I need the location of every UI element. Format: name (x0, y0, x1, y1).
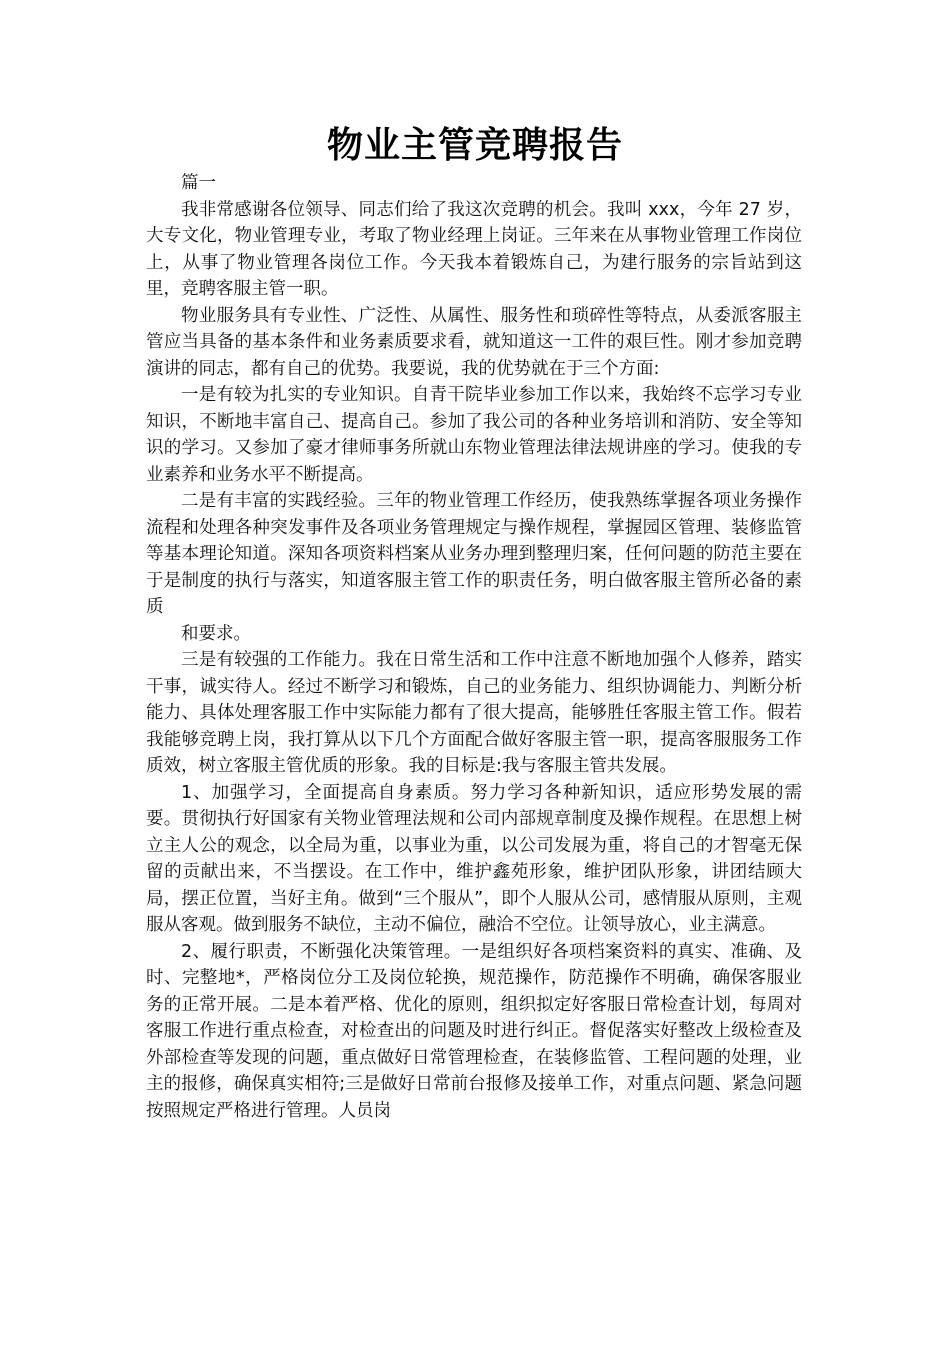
paragraph-advantage-ability: 三是有较强的工作能力。我在日常生活和工作中注意不断地加强个人修养，踏实干事，诚实待人。经过不断学习和锻炼，自己的业务能力、组织协调能力、判断分析能力、具体处理客服工作中实际能力都有了很大提高，能够胜任客服主管工作。假若我能够竞聘上岗，我打算从以下几个方面配合做好客服主管一职，提高客服服务工作质效，树立客服主管优质的形象。我的目标是:我与客服主管共发展。 (146, 650, 802, 776)
paragraph-continuation: 和要求。 (181, 623, 251, 644)
paragraph-introduction: 我非常感谢各位领导、同志们给了我这次竞聘的机会。我叫 xxx，今年 27 岁，大专文化，物业管理专业，考取了物业经理上岗证。三年来在从事物业管理工作岗位上，从事了物业管理各岗位工作。今天我本着锻炼自己，为建行服务的宗旨站到这里，竞聘客服主管一职。 (146, 199, 802, 299)
paragraph-advantage-experience: 二是有丰富的实践经验。三年的物业管理工作经历，使我熟练掌握各项业务操作流程和处理各种突发事件及各项业务管理规定与操作规程，掌握园区管理、装修监管等基本理论知道。深知各项资料档案从业务办理到整理归案，任何问题的防范主要在于是制度的执行与落实，知道客服主管工作的职责任务，明白做客服主管所必备的素质 (146, 491, 802, 617)
paragraph-plan-duties: 2、履行职责，不断强化决策管理。一是组织好各项档案资料的真实、准确、及时、完整地*，严格岗位分工及岗位轮换，规范操作，防范操作不明确，确保客服业务的正常开展。二是本着严格、优化的原则，组织拟定好客服日常检查计划，每周对客服工作进行重点检查，对检查出的问题及时进行纠正。督促落实好整改上级检查及外部检查等发现的问题，重点做好日常管理检查，在装修监管、工程问题的处理，业主的报修，确保真实相符;三是做好日常前台报修及接单工作，对重点问题、紧急问题按照规定严格进行管理。人员岗 (146, 941, 802, 1121)
paragraph-service-features: 物业服务具有专业性、广泛性、从属性、服务性和琐碎性等特点，从委派客服主管应当具备的基本条件和业务素质要求看，就知道这一工件的艰巨性。刚才参加竞聘演讲的同志，都有自己的优势。我要说，我的优势就在于三个方面: (146, 305, 802, 379)
document-body (146, 170, 802, 1124)
document-title: 物业主管竞聘报告 (326, 125, 623, 166)
paragraph-advantage-knowledge: 一是有较为扎实的专业知识。自青干院毕业参加工作以来，我始终不忘学习专业知识，不断地丰富自己、提高自己。参加了我公司的各种业务培训和消防、安全等知识的学习。又参加了豪才律师事务所就山东物业管理法律法规讲座的学习。使我的专业素养和业务水平不断提高。 (146, 385, 802, 485)
paragraph-plan-study: 1、加强学习，全面提高自身素质。努力学习各种新知识，适应形势发展的需要。贯彻执行好国家有关物业管理法规和公司内部规章制度及操作规程。在思想上树立主人公的观念，以全局为重，以事业为重，以公司发展为重，将自己的才智毫无保留的贡献出来，不当摆设。在工作中，维护鑫苑形象，维护团队形象，讲团结顾大局，摆正位置，当好主角。做到“三个服从”，即个人服从公司，感情服从原则，主观服从客观。做到服务不缺位，主动不偏位，融洽不空位。让领导放心，业主满意。 (146, 782, 802, 935)
paragraph-section-label: 篇一 (181, 173, 216, 193)
